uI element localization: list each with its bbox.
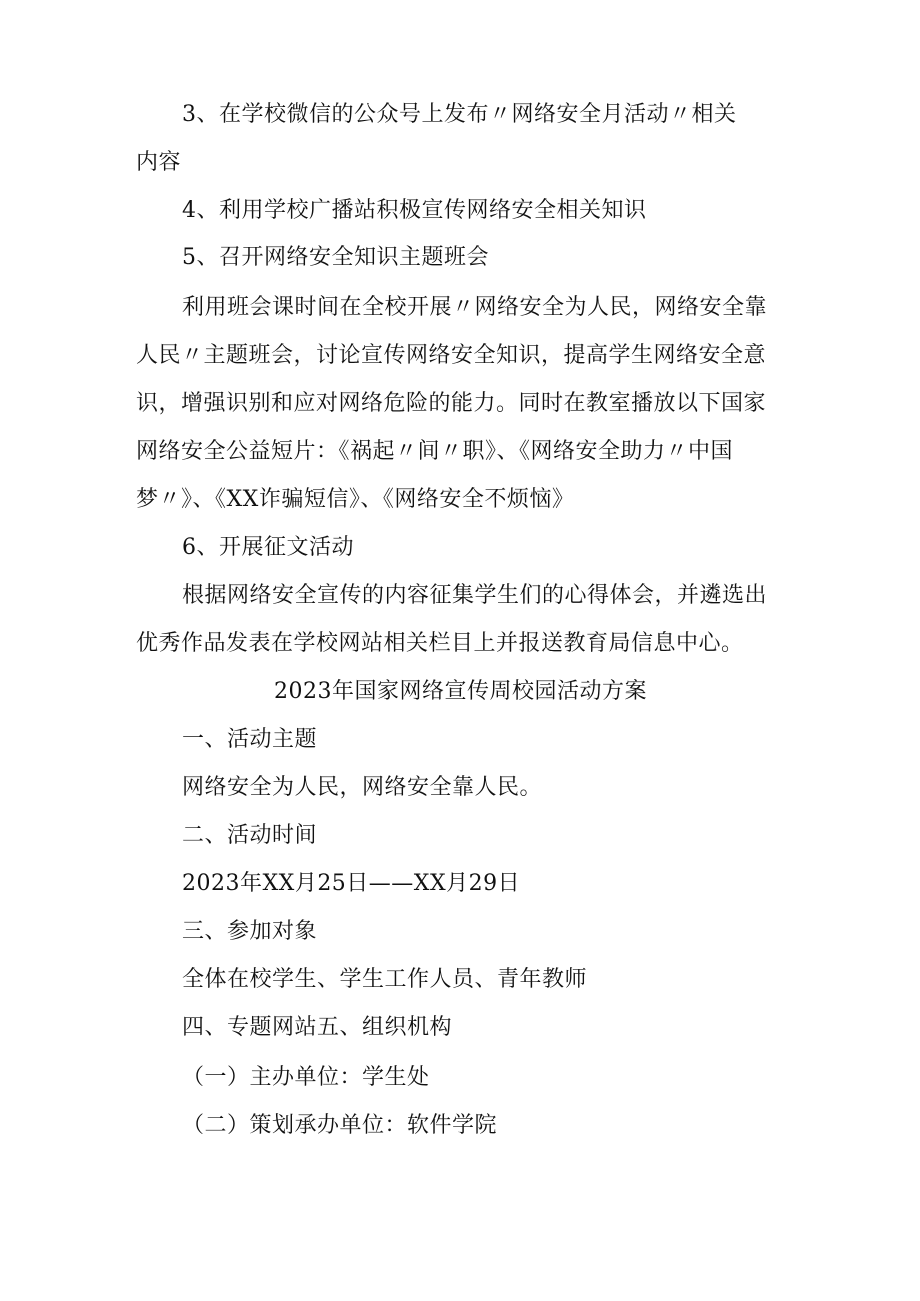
para5-line2: 人民〃主题班会，讨论宣传网络安全知识，提高学生网络安全意 [136, 343, 767, 368]
section2-text: 2023年XX月25日——XX月29日 [182, 871, 521, 896]
document-title: 2023年国家网络宣传周校园活动方案 [274, 679, 647, 704]
para5-line1: 利用班会课时间在全校开展〃网络安全为人民，网络安全靠 [182, 295, 768, 320]
org-item1: （一）主办单位：学生处 [182, 1065, 430, 1090]
item4-text: 4、利用学校广播站积极宣传网络安全相关知识 [182, 198, 647, 223]
para6-line1: 根据网络安全宣传的内容征集学生们的心得体会，并遴选出 [182, 583, 768, 608]
para6-line2: 优秀作品发表在学校网站相关栏目上并报送教育局信息中心。 [136, 631, 744, 656]
para5-line4: 网络安全公益短片：《祸起〃间〃职》、《网络安全助力〃中国 [136, 439, 734, 464]
para5-line5: 梦〃》、《XX诈骗短信》、《网络安全不烦恼》 [136, 487, 575, 512]
section3-heading: 三、参加对象 [182, 919, 318, 944]
section3-text: 全体在校学生、学生工作人员、青年教师 [182, 967, 588, 992]
item5-heading: 5、召开网络安全知识主题班会 [182, 245, 489, 270]
section2-heading: 二、活动时间 [182, 823, 318, 848]
item6-heading: 6、开展征文活动 [182, 535, 354, 560]
para5-line3: 识，增强识别和应对网络危险的能力。同时在教室播放以下国家 [136, 391, 767, 416]
section4-heading: 四、专题网站五、组织机构 [182, 1015, 453, 1040]
section1-heading: 一、活动主题 [182, 727, 318, 752]
item3-line2: 内容 [136, 150, 182, 175]
item3-line1: 3、在学校微信的公众号上发布〃网络安全月活动〃相关 [182, 102, 737, 127]
org-item2: （二）策划承办单位：软件学院 [182, 1113, 498, 1138]
section1-text: 网络安全为人民，网络安全靠人民。 [182, 775, 543, 800]
